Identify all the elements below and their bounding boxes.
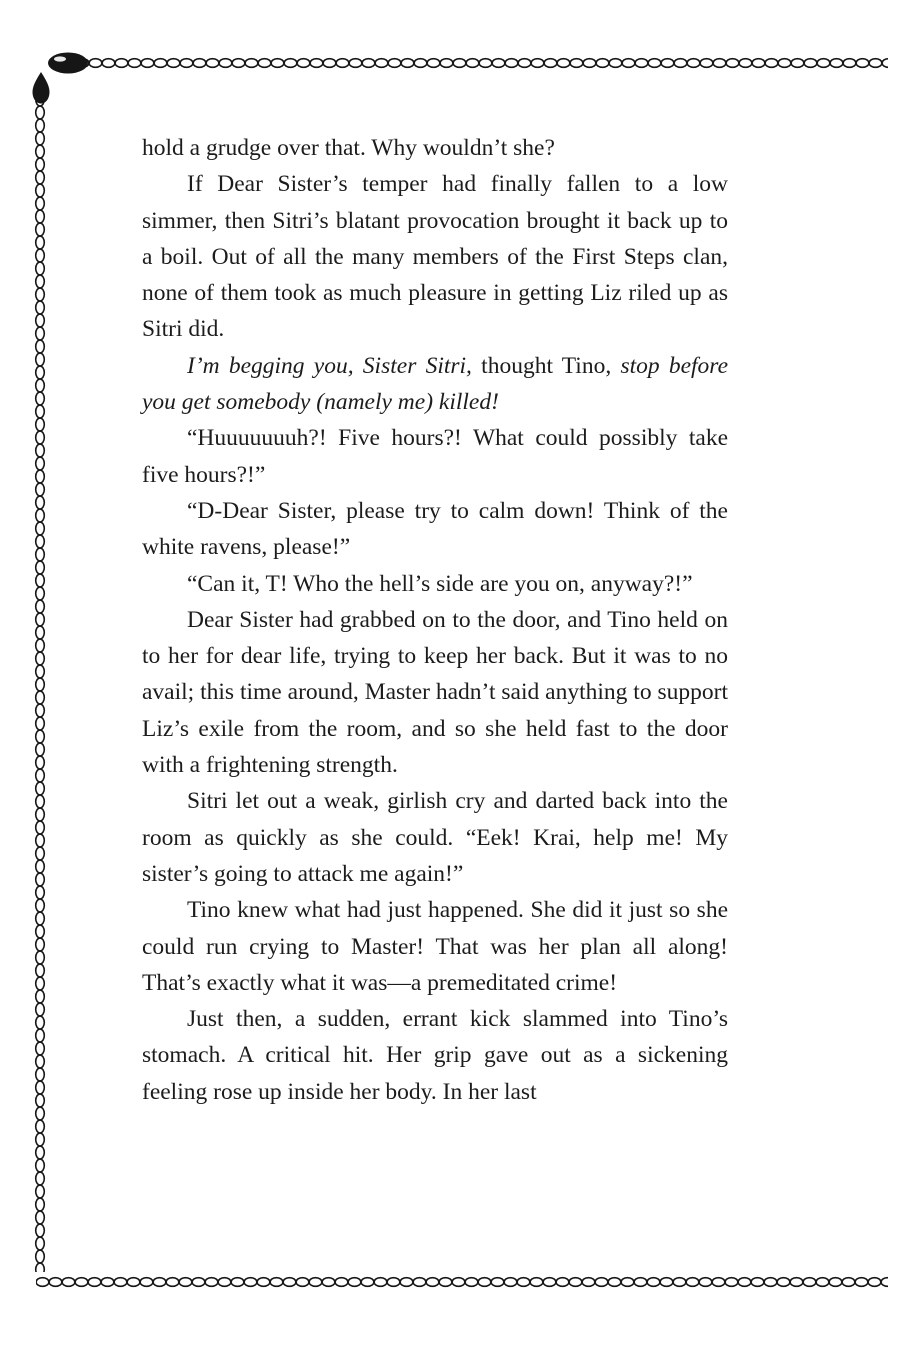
- normal-segment: thought Tino,: [471, 352, 621, 379]
- paragraph: Dear Sister had grabbed on to the door, and Tino held on to her for dear life, trying to keep her back. But it was to no avail; this time around, Master hadn’t said anything to support Liz’s exile from the room, and so she held fast to the door with a frightening strength.: [142, 606, 728, 779]
- paragraph: If Dear Sister’s temper had finally fallen to a low simmer, then Sitri’s blatant provocation brought it back up to a boil. Out of all the many members of the First Steps clan, none of them took as much pleasure in getting Liz riled up as Sitri did.: [142, 171, 728, 343]
- chain-border-left-decoration: [32, 80, 48, 1272]
- chain-border-bottom-decoration: [36, 1274, 888, 1290]
- paragraph: “Can it, T! Who the hell’s side are you on, anyway?!”: [187, 570, 693, 597]
- italic-segment: stop before you get somebody (namely me) killed!: [142, 352, 728, 416]
- paragraph-italic-thought: [142, 348, 728, 421]
- paragraph: Sitri let out a weak, girlish cry and darted back into the room as quickly as she could. “Eek! Krai, help me! My sister’s going to attack me again!”: [142, 788, 728, 887]
- paragraph: Tino knew what had just happened. She did it just so she could run crying to Master! That was her plan all along! That’s exactly what it was—a premeditated crime!: [142, 897, 728, 996]
- chain-teardrop-icon: [30, 70, 52, 106]
- italic-segment: I’m begging you, Sister Sitri,: [187, 352, 472, 379]
- chain-border-top-decoration: [50, 55, 888, 71]
- chain-clasp-icon: [46, 50, 92, 76]
- paragraph: “D-Dear Sister, please try to calm down! Think of the white ravens, please!”: [142, 497, 728, 561]
- page-text: [142, 130, 728, 1110]
- paragraph: hold a grudge over that. Why wouldn’t she?: [142, 135, 555, 161]
- paragraph: “Huuuuuuuh?! Five hours?! What could possibly take five hours?!”: [142, 425, 728, 488]
- paragraph: Just then, a sudden, errant kick slammed into Tino’s stomach. A critical hit. Her grip gave out as a sickening feeling rose up inside her body. In her last: [142, 1006, 728, 1105]
